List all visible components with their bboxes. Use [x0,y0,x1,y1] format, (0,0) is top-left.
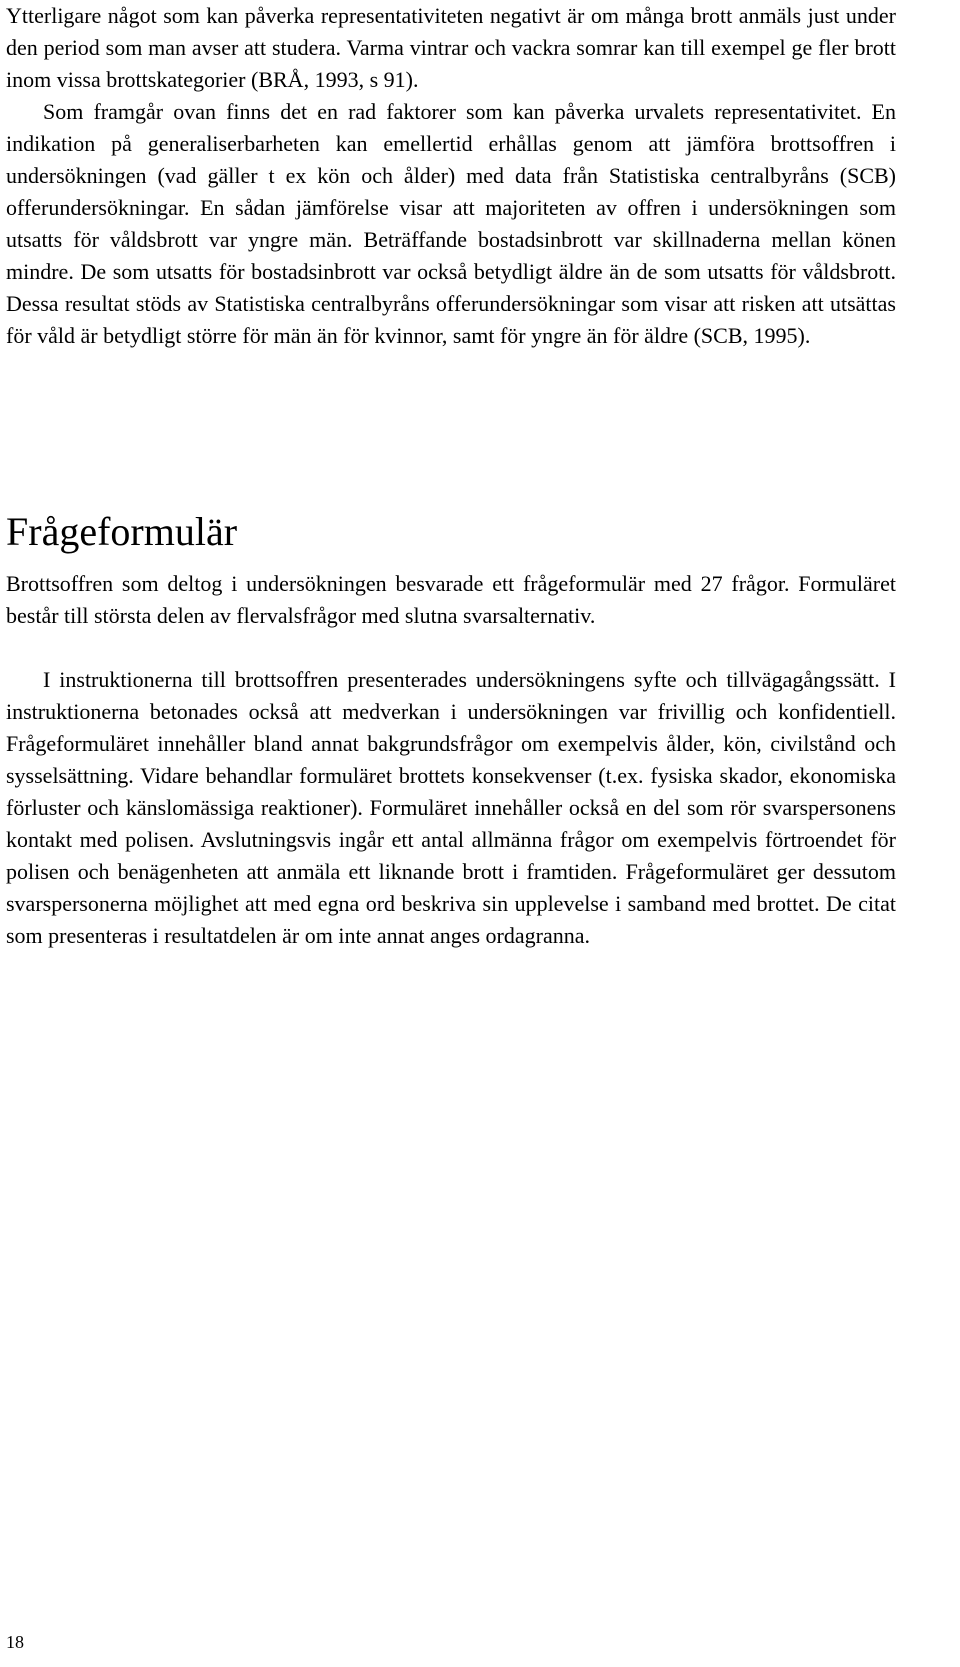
section-heading: Frågeformulär [6,509,238,554]
paragraph-questionnaire-details: I instruktionerna till brottsoffren presenterades undersökningens syfte och tillvägagångssätt. I instruktionerna betonades också att medverkan i undersökningen var frivillig och konfidentiell. Frågeformuläret innehåller bland annat bakgrundsfrågor om exempelvis ålder, kön, civilstånd och sysselsättning. Vidare behandlar formuläret brottets konsekvenser (t.ex. fysiska skador, ekonomiska förluster och känslomässiga reaktioner). Formuläret innehåller också en del som rör svarspersonens kontakt med polisen. Avslutningsvis ingår ett antal allmänna frågor om exempelvis förtroendet för polisen och benägenheten att anmäla ett liknande brott i framtiden. Frågeformuläret ger dessutom svarspersonerna möjlighet att med egna ord beskriva sin upplevelse i samband med brottet. De citat som presenteras i resultatdelen är om inte annat anges ordagranna. [6,667,896,948]
paragraph-questionnaire-intro: Brottsoffren som deltog i undersökningen besvarade ett frågeformulär med 27 frågor. Formuläret består till största delen av flervalsfrågor med slutna svarsalternativ. [6,571,896,628]
page-number: 18 [6,1632,24,1652]
paragraph-representativity-factors: Som framgår ovan finns det en rad faktorer som kan påverka urvalets representativitet. En indikation på generaliserbarheten kan emellertid erhållas genom att jämföra brottsoffren i undersökningen (vad gäller t ex kön och ålder) med data från Statistiska centralbyråns (SCB) offerundersökningar. En sådan jämförelse visar att majoriteten av offren i undersökningen som utsatts för våldsbrott var yngre män. Beträffande bostadsinbrott var skillnaderna mellan könen mindre. De som utsatts för bostadsinbrott var också betydligt äldre än de som utsatts för våldsbrott. Dessa resultat stöds av Statistiska centralbyråns offerundersökningar som visar att risken att utsättas för våld är betydligt större för män än för kvinnor, samt för yngre än för äldre (SCB, 1995). [6,99,896,348]
paragraph-representativity-intro: Ytterligare något som kan påverka representativiteten negativt är om många brott anmäls just under den period som man avser att studera. Varma vintrar och vackra somrar kan till exempel ge fler brott inom vissa brottskategorier (BRÅ, 1993, s 91). [6,3,896,92]
